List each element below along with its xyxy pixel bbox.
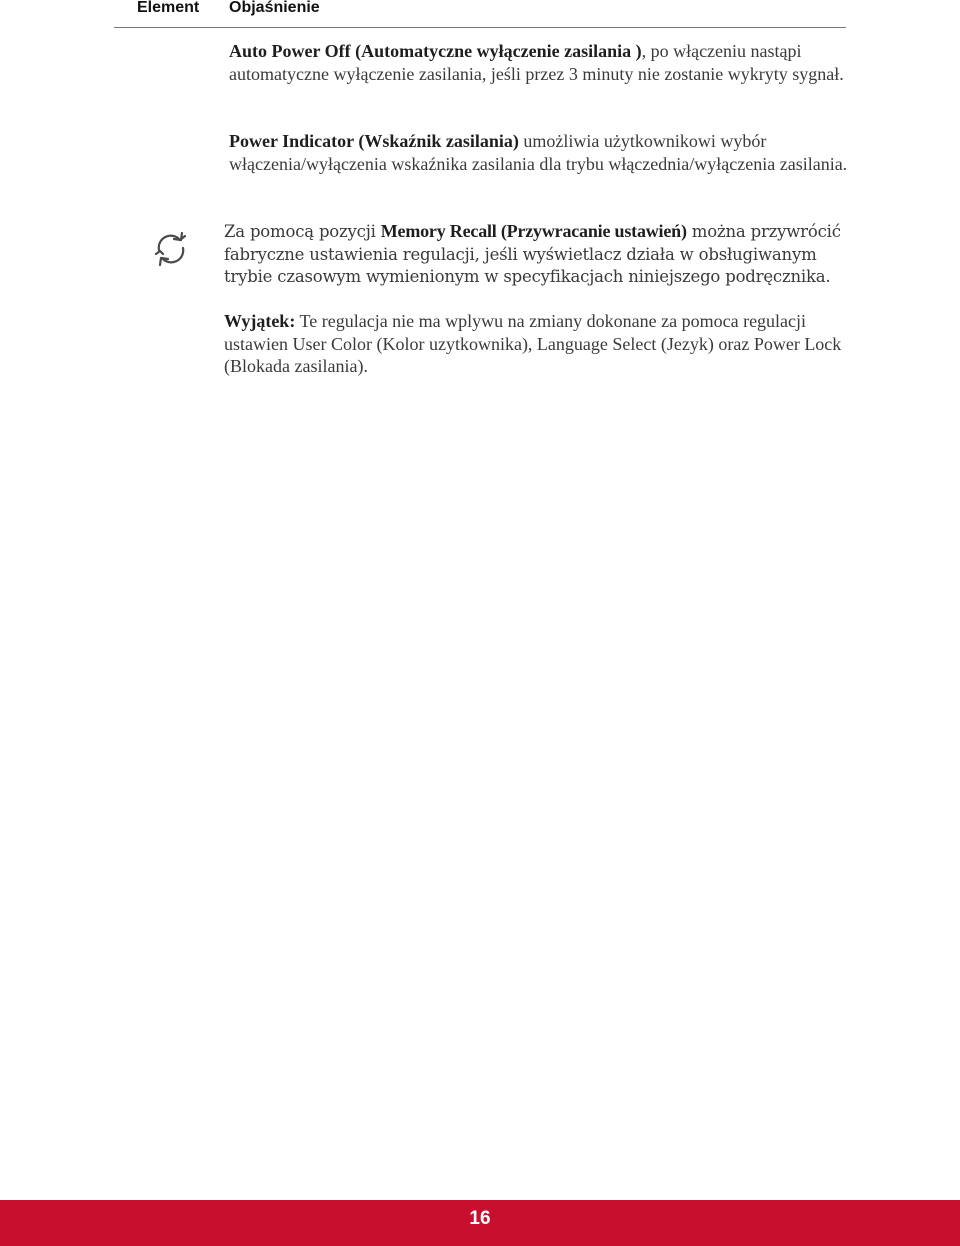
- auto-power-off-term: Auto Power Off (Automatyczne wyłączenie zasilania ): [229, 41, 642, 61]
- column-header-element: Element: [137, 0, 200, 16]
- footer-bar: [0, 1200, 960, 1246]
- auto-power-off-description: [229, 40, 849, 85]
- table-header: [0, 0, 960, 28]
- power-indicator-description: [229, 130, 849, 175]
- auto-power-off-text: , po włączeniu nastąpi automatyczne wyłączenie zasilania, jeśli przez 3 minuty nie zostanie wykryty sygnał.: [229, 41, 844, 84]
- exception-note: [224, 310, 844, 378]
- memory-recall-term: Memory Recall (Przywracanie ustawień): [380, 221, 687, 241]
- refresh-icon: [152, 230, 190, 268]
- memory-recall-description: [224, 220, 844, 289]
- power-indicator-text: umożliwia użytkownikowi wybór włączenia/wyłączenia wskaźnika zasilania dla trybu włączednia/wyłączenia zasilania.: [229, 131, 848, 174]
- exception-text: Te regulacja nie ma wplywu na zmiany dokonane za pomoca regulacji ustawien User Color (Kolor uzytkownika), Language Select (Jezyk) oraz Power Lock (Blokada zasilania).: [224, 311, 842, 376]
- column-header-explanation: Objaśnienie: [229, 0, 320, 16]
- memory-recall-intro: Za pomocą pozycji: [224, 222, 381, 241]
- page-number: 16: [469, 1208, 491, 1229]
- memory-recall-text: można przywrócić fabryczne ustawienia regulacji, jeśli wyświetlacz działa w obsługiwanym trybie czasowym wymienionym w specyfikacjach niniejszego podręcznika.: [224, 222, 841, 286]
- exception-term: Wyjątek:: [224, 311, 296, 331]
- power-indicator-term: Power Indicator (Wskaźnik zasilania): [229, 131, 519, 151]
- header-divider: [114, 27, 846, 28]
